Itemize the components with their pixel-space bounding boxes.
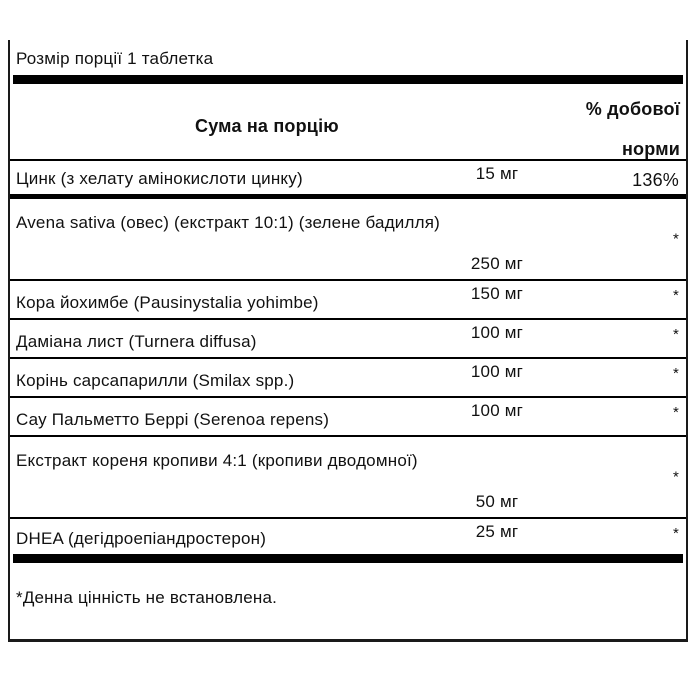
ingredient-daily-value: * (672, 365, 679, 382)
table-row-avena-sativa (10, 199, 686, 281)
ingredient-amount: 250 мг (470, 254, 524, 273)
daily-value-header-line2: норми (621, 139, 680, 159)
table-row-zinc (10, 161, 686, 199)
table-row-sarsaparilla (10, 359, 686, 398)
table-row-saw-palmetto (10, 398, 686, 437)
table-header (10, 84, 686, 161)
table-row-dhea (10, 519, 686, 554)
ingredient-name: Avena sativa (овес) (екстракт 10:1) (зелене бадилля) (16, 213, 441, 232)
divider-bar-top (13, 75, 683, 84)
daily-value-header-line1: % добової (585, 99, 680, 119)
ingredient-amount: 150 мг (470, 284, 524, 303)
amount-column-header: Сума на порцію (195, 116, 339, 136)
table-row-yohimbe (10, 281, 686, 320)
ingredient-name: Даміана лист (Turnera diffusa) (16, 332, 257, 351)
ingredient-daily-value: * (672, 287, 679, 304)
ingredient-amount: 100 мг (470, 323, 524, 342)
table-row-nettle-extract (10, 437, 686, 519)
daily-value-footnote: *Денна цінність не встановлена. (16, 588, 278, 607)
ingredient-amount: 100 мг (470, 362, 524, 381)
ingredient-amount: 100 мг (470, 401, 524, 420)
ingredient-daily-value: 136% (632, 170, 679, 190)
daily-value-column-header (586, 89, 680, 169)
ingredient-name: Кора йохимбе (Pausinystalia yohimbe) (16, 293, 319, 312)
ingredient-daily-value: * (672, 525, 679, 542)
ingredient-daily-value: * (672, 326, 679, 343)
ingredient-daily-value: * (672, 230, 679, 248)
divider-bar-bottom (13, 554, 683, 563)
ingredient-amount: 15 мг (475, 164, 519, 183)
supplement-facts-panel (8, 40, 688, 642)
ingredient-daily-value: * (672, 404, 679, 421)
ingredient-amount: 50 мг (475, 492, 519, 511)
ingredient-amount: 25 мг (475, 522, 519, 541)
ingredient-name: Сау Пальметто Беррі (Serenoa repens) (16, 410, 330, 429)
serving-size-text: Розмір порції 1 таблетка (16, 49, 214, 68)
ingredient-name: Корінь сарсапарилли (Smilax spp.) (16, 371, 295, 390)
ingredient-name: Екстракт кореня кропиви 4:1 (кропиви дводомної) (16, 451, 418, 470)
ingredient-name: Цинк (з хелату амінокислоти цинку) (16, 169, 303, 188)
table-row-damiana (10, 320, 686, 359)
ingredient-name: DHEA (дегідроепіандростерон) (16, 529, 267, 548)
ingredient-daily-value: * (672, 468, 679, 486)
